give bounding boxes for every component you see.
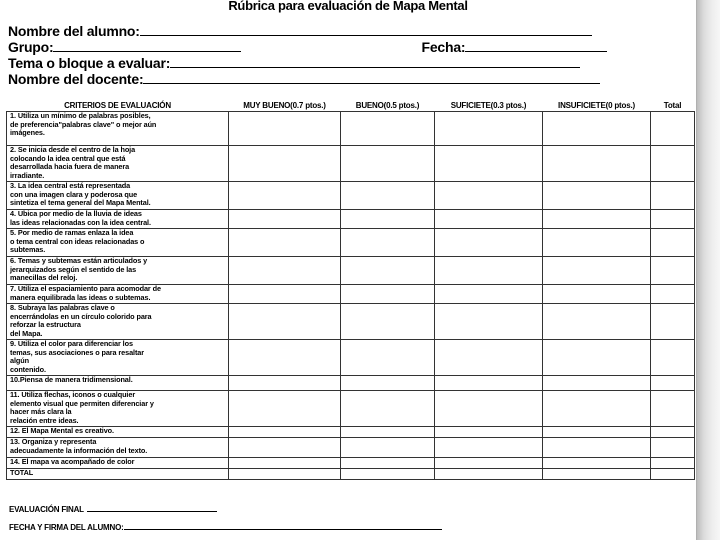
score-total-cell[interactable] (651, 229, 695, 257)
score-insufficient-cell[interactable] (543, 458, 651, 469)
criterion-row (7, 210, 695, 229)
student-name-row (8, 22, 592, 39)
criterion-text: 9. Utiliza el color para diferenciar los temas, sus asociaciones o para resaltar algún contenido. (7, 340, 229, 376)
score-very-good-cell[interactable] (229, 469, 341, 480)
score-sufficient-cell[interactable] (435, 469, 543, 480)
final-evaluation-row (9, 502, 217, 514)
score-very-good-cell[interactable] (229, 285, 341, 304)
criterion-row (7, 340, 695, 376)
rubric-table (6, 100, 695, 480)
score-very-good-cell[interactable] (229, 146, 341, 182)
criterion-row (7, 257, 695, 285)
score-sufficient-cell[interactable] (435, 257, 543, 285)
score-good-cell[interactable] (341, 285, 435, 304)
score-total-cell[interactable] (651, 285, 695, 304)
criterion-row (7, 458, 695, 469)
student-name-field[interactable] (140, 22, 592, 36)
criterion-row (7, 182, 695, 210)
score-very-good-cell[interactable] (229, 438, 341, 458)
criterion-text: 3. La idea central está representada con una imagen clara y poderosa que sintetiza el tema general del Mapa Mental. (7, 182, 229, 210)
score-good-cell[interactable] (341, 210, 435, 229)
criterion-row (7, 285, 695, 304)
score-good-cell[interactable] (341, 146, 435, 182)
score-good-cell[interactable] (341, 438, 435, 458)
criterion-text: 10.Piensa de manera tridimensional. (7, 376, 229, 391)
criterion-text: 2. Se inicia desde el centro de la hoja colocando la idea central que está desarrollada hacia fuera de manera irradiante. (7, 146, 229, 182)
group-field[interactable] (53, 38, 241, 52)
final-evaluation-field[interactable] (87, 502, 217, 512)
score-very-good-cell[interactable] (229, 391, 341, 427)
score-total-cell[interactable] (651, 112, 695, 146)
score-good-cell[interactable] (341, 427, 435, 438)
score-total-cell[interactable] (651, 182, 695, 210)
col-header-sufficient: SUFICIETE(0.3 ptos.) (450, 101, 527, 110)
score-good-cell[interactable] (341, 469, 435, 480)
score-sufficient-cell[interactable] (435, 427, 543, 438)
signature-label: FECHA Y FIRMA DEL ALUMNO: (9, 523, 124, 532)
teacher-field[interactable] (143, 70, 600, 84)
col-header-total: Total (663, 101, 682, 110)
score-very-good-cell[interactable] (229, 112, 341, 146)
score-insufficient-cell[interactable] (543, 229, 651, 257)
criterion-text: 13. Organiza y representa adecuadamente la información del texto. (7, 438, 229, 458)
topic-field[interactable] (170, 54, 580, 68)
rubric-body (7, 112, 695, 480)
score-good-cell[interactable] (341, 182, 435, 210)
score-total-cell[interactable] (651, 376, 695, 391)
score-sufficient-cell[interactable] (435, 340, 543, 376)
score-insufficient-cell[interactable] (543, 285, 651, 304)
score-very-good-cell[interactable] (229, 458, 341, 469)
score-insufficient-cell[interactable] (543, 340, 651, 376)
score-insufficient-cell[interactable] (543, 112, 651, 146)
criterion-text: 1. Utiliza un mínimo de palabras posibles, de preferencia"palabras clave" o mejor aún imágenes. (7, 112, 229, 146)
score-total-cell[interactable] (651, 146, 695, 182)
col-header-criteria: CRITERIOS DE EVALUACIÓN (64, 101, 171, 110)
date-field[interactable] (465, 38, 607, 52)
signature-field[interactable] (124, 520, 442, 530)
criterion-text: 7. Utiliza el espaciamiento para acomodar de manera equilibrada las ideas o subtemas. (7, 285, 229, 304)
teacher-label: Nombre del docente: (8, 71, 144, 87)
score-good-cell[interactable] (341, 458, 435, 469)
signature-row (9, 520, 442, 532)
student-name-label: Nombre del alumno: (8, 23, 140, 39)
score-very-good-cell[interactable] (229, 340, 341, 376)
score-insufficient-cell[interactable] (543, 257, 651, 285)
score-very-good-cell[interactable] (229, 182, 341, 210)
score-insufficient-cell[interactable] (543, 146, 651, 182)
score-sufficient-cell[interactable] (435, 112, 543, 146)
score-total-cell[interactable] (651, 340, 695, 376)
score-very-good-cell[interactable] (229, 229, 341, 257)
topic-row (8, 54, 580, 71)
criterion-row (7, 391, 695, 427)
col-header-very-good: MUY BUENO(0.7 ptos.) (243, 101, 326, 110)
total-row (7, 469, 695, 480)
score-very-good-cell[interactable] (229, 210, 341, 229)
score-good-cell[interactable] (341, 112, 435, 146)
score-sufficient-cell[interactable] (435, 458, 543, 469)
criterion-row (7, 112, 695, 146)
score-insufficient-cell[interactable] (543, 304, 651, 340)
score-insufficient-cell[interactable] (543, 438, 651, 458)
score-total-cell[interactable] (651, 257, 695, 285)
score-sufficient-cell[interactable] (435, 304, 543, 340)
score-good-cell[interactable] (341, 257, 435, 285)
score-total-cell[interactable] (651, 458, 695, 469)
topic-label: Tema o bloque a evaluar: (8, 55, 171, 71)
criterion-row (7, 427, 695, 438)
page-shadow (697, 0, 720, 540)
col-header-good: BUENO(0.5 ptos.) (355, 101, 420, 110)
score-insufficient-cell[interactable] (543, 210, 651, 229)
col-header-insufficient: INSUFICIETE(0 ptos.) (558, 101, 635, 110)
final-evaluation-label: EVALUACIÓN FINAL (9, 505, 84, 514)
criterion-row (7, 229, 695, 257)
score-very-good-cell[interactable] (229, 304, 341, 340)
criterion-text: 5. Por medio de ramas enlaza la idea o tema central con ideas relacionadas o subtemas. (7, 229, 229, 257)
score-very-good-cell[interactable] (229, 427, 341, 438)
score-good-cell[interactable] (341, 340, 435, 376)
score-sufficient-cell[interactable] (435, 376, 543, 391)
group-date-row (8, 38, 607, 55)
score-good-cell[interactable] (341, 229, 435, 257)
score-insufficient-cell[interactable] (543, 391, 651, 427)
criterion-text: 11. Utiliza flechas, iconos o cualquier elemento visual que permiten diferenciar y hacer más clara la relación entre ideas. (7, 391, 229, 427)
score-total-cell[interactable] (651, 391, 695, 427)
criterion-row (7, 146, 695, 182)
total-label: TOTAL (7, 469, 229, 480)
score-total-cell[interactable] (651, 210, 695, 229)
date-label: Fecha: (421, 39, 466, 55)
criterion-row (7, 304, 695, 340)
criterion-row (7, 376, 695, 391)
table-header-row (7, 100, 695, 112)
criterion-text: 8. Subraya las palabras clave o encerrándolas en un círculo colorido para reforzar la estructura del Mapa. (7, 304, 229, 340)
score-very-good-cell[interactable] (229, 376, 341, 391)
score-very-good-cell[interactable] (229, 257, 341, 285)
score-total-cell[interactable] (651, 469, 695, 480)
score-good-cell[interactable] (341, 391, 435, 427)
score-sufficient-cell[interactable] (435, 391, 543, 427)
score-insufficient-cell[interactable] (543, 376, 651, 391)
score-total-cell[interactable] (651, 438, 695, 458)
score-total-cell[interactable] (651, 427, 695, 438)
score-insufficient-cell[interactable] (543, 427, 651, 438)
group-label: Grupo: (8, 39, 54, 55)
criterion-text: 4. Ubica por medio de la lluvia de ideas las ideas relacionadas con la idea central. (7, 210, 229, 229)
criterion-text: 12. El Mapa Mental es creativo. (7, 427, 229, 438)
criterion-text: 14. El mapa va acompañado de color (7, 458, 229, 469)
score-good-cell[interactable] (341, 376, 435, 391)
score-good-cell[interactable] (341, 304, 435, 340)
score-insufficient-cell[interactable] (543, 182, 651, 210)
score-sufficient-cell[interactable] (435, 182, 543, 210)
score-sufficient-cell[interactable] (435, 285, 543, 304)
score-insufficient-cell[interactable] (543, 469, 651, 480)
teacher-row (8, 70, 600, 87)
criterion-text: 6. Temas y subtemas están articulados y jerarquizados según el sentido de las manecillas del reloj. (7, 257, 229, 285)
score-sufficient-cell[interactable] (435, 210, 543, 229)
score-total-cell[interactable] (651, 304, 695, 340)
score-sufficient-cell[interactable] (435, 146, 543, 182)
score-sufficient-cell[interactable] (435, 229, 543, 257)
page-title: Rúbrica para evaluación de Mapa Mental (228, 0, 468, 13)
criterion-row (7, 438, 695, 458)
score-sufficient-cell[interactable] (435, 438, 543, 458)
